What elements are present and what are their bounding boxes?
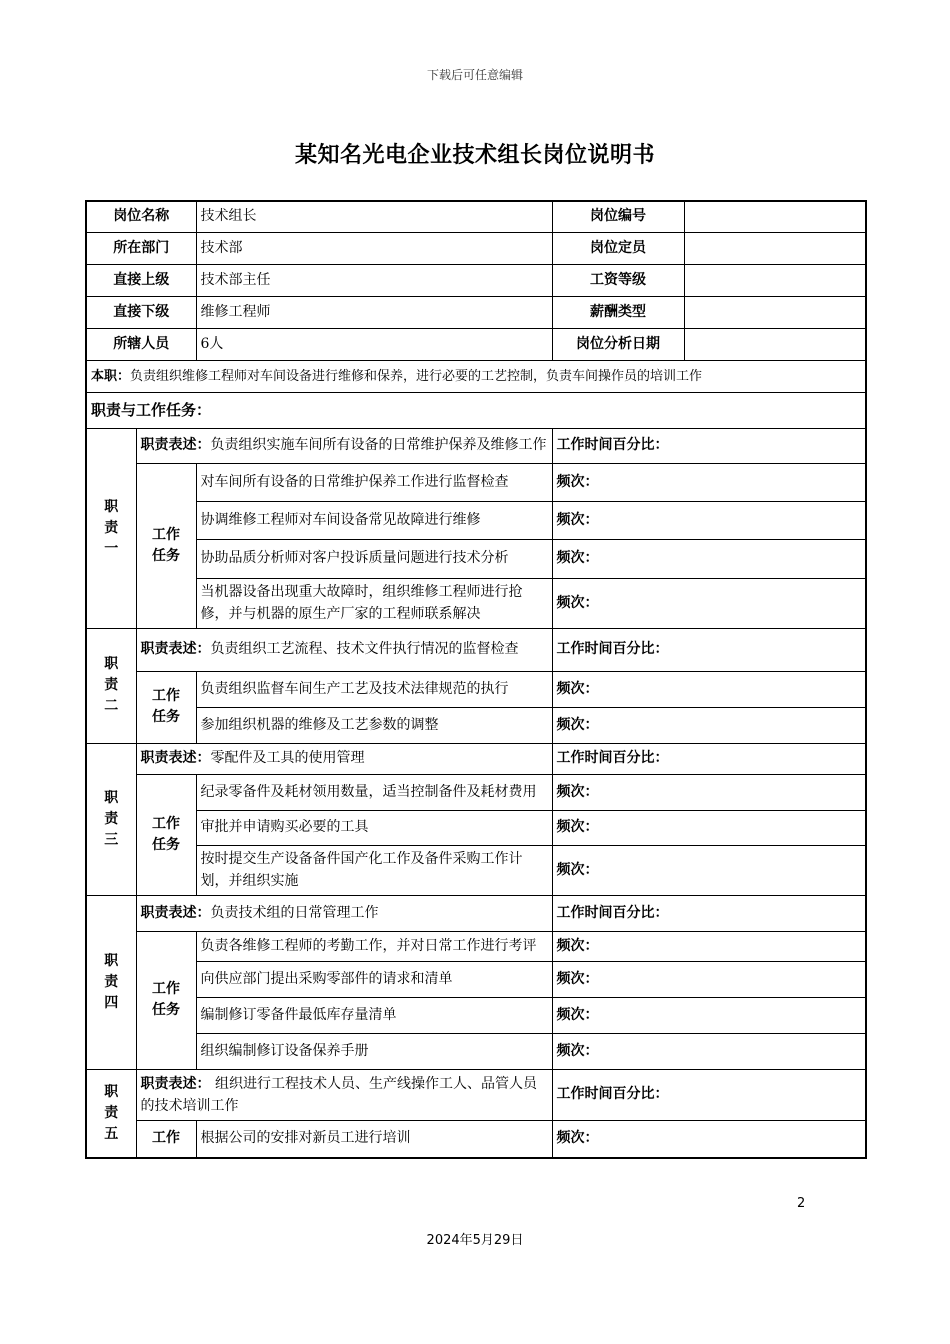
duty-4-name: 职 责 四 — [86, 895, 136, 1069]
time-percent-label: 工作时间百分比： — [552, 428, 866, 463]
frequency-label: 频次： — [552, 931, 866, 961]
duty-statement-row — [86, 1069, 866, 1120]
footer-date: 2024年5月29日 — [426, 1233, 524, 1248]
task-text: 组织编制修订设备保养手册 — [196, 1033, 552, 1069]
task-text: 协助品质分析师对客户投诉质量问题进行技术分析 — [196, 539, 552, 578]
task-row — [86, 997, 866, 1033]
statement-text: 负责技术组的日常管理工作 — [210, 904, 379, 921]
task-text: 按时提交生产设备备件国产化工作及备件采购工作计划，并组织实施 — [196, 845, 552, 895]
info-value — [684, 328, 866, 360]
info-value — [684, 264, 866, 296]
duty-statement-row — [86, 895, 866, 931]
info-label: 岗位分析日期 — [552, 328, 684, 360]
duties-heading: 职责与工作任务： — [86, 392, 866, 428]
time-percent-label: 工作时间百分比： — [552, 743, 866, 774]
frequency-label: 频次： — [552, 845, 866, 895]
duty-statement-row — [86, 743, 866, 774]
task-text: 对车间所有设备的日常维护保养工作进行监督检查 — [196, 463, 552, 501]
job-description-table — [85, 200, 867, 1159]
info-value — [684, 296, 866, 328]
info-label: 直接上级 — [86, 264, 196, 296]
task-text: 纪录零备件及耗材领用数量，适当控制备件及耗材费用 — [196, 774, 552, 810]
info-value — [684, 201, 866, 232]
info-label: 岗位定员 — [552, 232, 684, 264]
time-percent-label: 工作时间百分比： — [552, 1069, 866, 1120]
task-row — [86, 578, 866, 628]
duties-heading-row — [86, 392, 866, 428]
info-value: 6人 — [196, 328, 552, 360]
frequency-label: 频次： — [552, 997, 866, 1033]
statement-label: 职责表述： — [140, 437, 211, 453]
task-text: 协调维修工程师对车间设备常见故障进行维修 — [196, 501, 552, 539]
statement-text: 组织进行工程技术人员、生产线操作工人、品管人员的技术培训工作 — [140, 1075, 537, 1114]
duty-statement — [136, 1069, 552, 1120]
task-row — [86, 774, 866, 810]
page-number: 2 — [797, 1196, 806, 1211]
frequency-label: 频次： — [552, 463, 866, 501]
statement-label: 职责表述： — [140, 1075, 211, 1092]
info-value: 维修工程师 — [196, 296, 552, 328]
info-label: 所在部门 — [86, 232, 196, 264]
duty-statement — [136, 628, 552, 671]
header-note: 下载后可任意编辑 — [426, 68, 523, 82]
frequency-label: 频次： — [552, 707, 866, 743]
duty-statement-row — [86, 628, 866, 671]
info-value: 技术部 — [196, 232, 552, 264]
task-text: 负责组织监督车间生产工艺及技术法律规范的执行 — [196, 671, 552, 707]
task-row — [86, 501, 866, 539]
frequency-label: 频次： — [552, 1033, 866, 1069]
duty-3-name: 职 责 三 — [86, 743, 136, 895]
frequency-label: 频次： — [552, 810, 866, 845]
core-duty-cell — [86, 360, 866, 392]
task-row — [86, 845, 866, 895]
statement-label: 职责表述： — [140, 641, 211, 657]
duty-1-name: 职 责 一 — [86, 428, 136, 628]
task-label: 工作 任务 — [136, 774, 196, 895]
statement-text: 零配件及工具的使用管理 — [210, 750, 365, 766]
task-label: 工作 任务 — [136, 671, 196, 743]
task-text: 当机器设备出现重大故障时，组织维修工程师进行抢修，并与机器的原生产厂家的工程师联系解决 — [196, 578, 552, 628]
info-row — [86, 264, 866, 296]
frequency-label: 频次： — [552, 501, 866, 539]
info-label: 工资等级 — [552, 264, 684, 296]
info-row — [86, 232, 866, 264]
task-row — [86, 1120, 866, 1158]
time-percent-label: 工作时间百分比： — [552, 895, 866, 931]
task-row — [86, 707, 866, 743]
frequency-label: 频次： — [552, 961, 866, 997]
task-row — [86, 931, 866, 961]
frequency-label: 频次： — [552, 578, 866, 628]
info-row — [86, 296, 866, 328]
statement-text: 负责组织实施车间所有设备的日常维护保养及维修工作 — [210, 437, 547, 453]
task-row — [86, 810, 866, 845]
task-text: 向供应部门提出采购零部件的请求和清单 — [196, 961, 552, 997]
info-row — [86, 201, 866, 232]
duty-statement-row — [86, 428, 866, 463]
task-text: 编制修订零备件最低库存量清单 — [196, 997, 552, 1033]
info-label: 直接下级 — [86, 296, 196, 328]
statement-text: 负责组织工艺流程、技术文件执行情况的监督检查 — [210, 641, 519, 657]
statement-label: 职责表述： — [140, 904, 211, 921]
frequency-label: 频次： — [552, 774, 866, 810]
task-label: 工作 任务 — [136, 931, 196, 1069]
info-label: 岗位编号 — [552, 201, 684, 232]
document-title: 某知名光电企业技术组长岗位说明书 — [294, 143, 655, 168]
frequency-label: 频次： — [552, 1120, 866, 1158]
task-label: 工作 任务 — [136, 463, 196, 628]
core-duty-label: 本职： — [91, 368, 131, 384]
task-row — [86, 671, 866, 707]
info-value — [684, 232, 866, 264]
task-row — [86, 539, 866, 578]
task-row — [86, 463, 866, 501]
frequency-label: 频次： — [552, 671, 866, 707]
task-row — [86, 961, 866, 997]
duty-2-name: 职 责 二 — [86, 628, 136, 743]
task-row — [86, 1033, 866, 1069]
info-label: 薪酬类型 — [552, 296, 684, 328]
task-text: 负责各维修工程师的考勤工作，并对日常工作进行考评 — [196, 931, 552, 961]
time-percent-label: 工作时间百分比： — [552, 628, 866, 671]
task-label: 工作 — [136, 1120, 196, 1158]
core-duty-text: 负责组织维修工程师对车间设备进行维修和保养，进行必要的工艺控制，负责车间操作员的培训工作 — [130, 368, 703, 384]
info-label: 所辖人员 — [86, 328, 196, 360]
info-value: 技术部主任 — [196, 264, 552, 296]
core-duty-row — [86, 360, 866, 392]
info-label: 岗位名称 — [86, 201, 196, 232]
info-row — [86, 328, 866, 360]
duty-statement — [136, 895, 552, 931]
duty-statement — [136, 428, 552, 463]
task-text: 根据公司的安排对新员工进行培训 — [196, 1120, 552, 1158]
info-value: 技术组长 — [196, 201, 552, 232]
duty-statement — [136, 743, 552, 774]
frequency-label: 频次： — [552, 539, 866, 578]
task-text: 参加组织机器的维修及工艺参数的调整 — [196, 707, 552, 743]
statement-label: 职责表述： — [140, 750, 211, 766]
task-text: 审批并申请购买必要的工具 — [196, 810, 552, 845]
duty-5-name: 职 责 五 — [86, 1069, 136, 1158]
